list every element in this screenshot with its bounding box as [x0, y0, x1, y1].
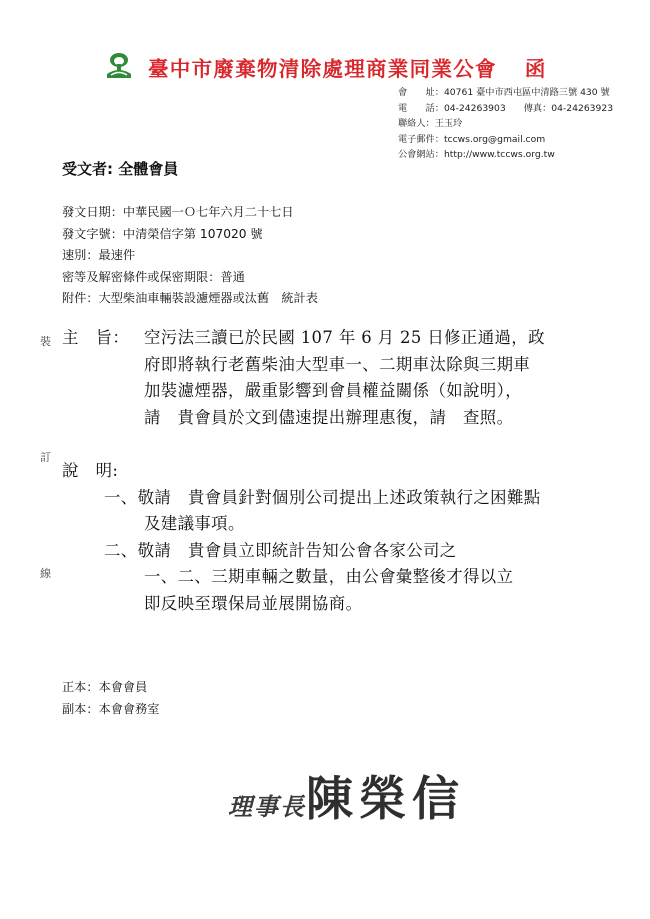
- explanation-item-2-line: 二、敬請 貴會員立即統計告知公會各家公司之: [104, 540, 457, 560]
- contact-person-row: [398, 116, 613, 132]
- website-label: 公會網站：: [398, 149, 444, 160]
- org-name: 臺中市廢棄物清除處理商業同業公會: [148, 57, 497, 81]
- original-recipient: 正本：本會會員: [62, 680, 148, 694]
- duplicate-recipient: 副本：本會會務室: [62, 702, 160, 716]
- signature-block: [228, 762, 465, 829]
- explanation-item-2-line: 一、二、三期車輛之數量，由公會彙整後才得以立: [144, 567, 514, 586]
- explanation-item-1-line: 及建議事項。: [144, 514, 245, 533]
- explanation-section: [62, 458, 541, 617]
- subject-line: 請 貴會員於文到儘速提出辦理惠復，請 查照。: [144, 407, 514, 427]
- address-label: 會 址：: [398, 87, 444, 98]
- reference-number: 發文字號：中清榮信字第 107020 號: [62, 226, 263, 241]
- phone: 04-24263903: [443, 102, 506, 114]
- letterhead-title: [148, 52, 547, 82]
- fax-label: 傳真：: [523, 102, 552, 114]
- doc-type: 函: [524, 57, 547, 81]
- address-row: [398, 85, 613, 101]
- website-link[interactable]: http://www.tccws.org.tw: [443, 149, 555, 160]
- website-row: [398, 147, 613, 163]
- email-row: [398, 132, 613, 148]
- phone-row: [398, 101, 613, 117]
- subject-line: 府即將執行老舊柴油大型車一、二期車汰除與三期車: [144, 354, 531, 374]
- explanation-item-2-line: 即反映至環保局並展開協商。: [144, 593, 363, 613]
- contact-person: 王玉玲: [434, 118, 463, 129]
- explanation-item-1-line: 一、敬請 貴會員針對個別公司提出上述政策執行之困難點: [104, 487, 541, 507]
- issue-date: 發文日期：中華民國一Ｏ七年六月二十七日: [62, 205, 294, 219]
- binding-mark-ding: 訂: [40, 451, 51, 464]
- email-label: 電子郵件：: [398, 133, 444, 145]
- address: 40761 臺中市西屯區中清路三號 430 號: [443, 87, 610, 98]
- fax: 04-24263923: [551, 102, 614, 114]
- urgency: 速別：最速件: [62, 248, 136, 263]
- signature-title: 理事長: [228, 792, 306, 821]
- subject-label: 主 旨：: [62, 328, 130, 347]
- association-logo-icon: [104, 52, 134, 80]
- subject-section: [62, 325, 545, 431]
- binding-mark-xian: 線: [40, 567, 51, 580]
- subject-line: 空污法三讀已於民國 107 年 6 月 25 日修正通過，政: [144, 328, 545, 347]
- copies-block: [62, 676, 160, 720]
- recipient-line: [62, 158, 178, 179]
- recipient-value: 全體會員: [118, 160, 179, 178]
- contact-block: [398, 85, 613, 163]
- document-meta: [62, 202, 318, 310]
- signature-name: 陳榮信: [306, 772, 465, 827]
- attachment: 附件：大型柴油車輛裝設濾煙器或汰舊 統計表: [62, 291, 318, 306]
- subject-line: 加裝濾煙器，嚴重影響到會員權益關係（如說明），: [144, 381, 522, 400]
- confidentiality: 密等及解密條件或保密期限：普通: [62, 269, 245, 284]
- email-link[interactable]: tccws.org@gmail.com: [443, 133, 546, 145]
- recipient-label: 受文者:: [62, 160, 113, 178]
- explanation-label: 說 明:: [62, 461, 119, 480]
- binding-mark-zhuang: 裝: [40, 335, 51, 348]
- phone-label: 電 話：: [398, 102, 444, 114]
- contact-person-label: 聯絡人：: [398, 118, 435, 129]
